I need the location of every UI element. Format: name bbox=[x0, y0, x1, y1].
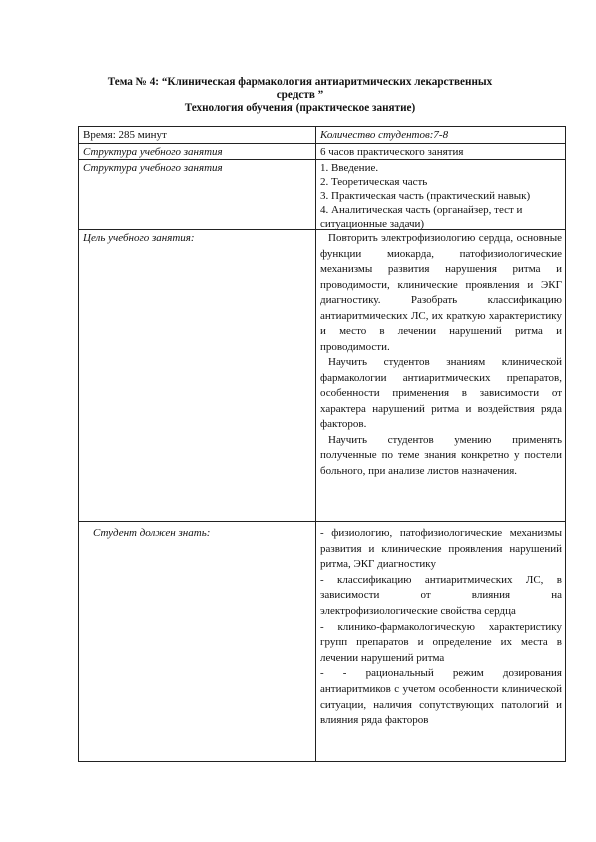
goal-paragraph: Научить студентов умению применять полученные по теме знания конкретно у постели больного, при анализе листов назначения. bbox=[320, 433, 562, 477]
title-line-2: средств ” bbox=[276, 89, 324, 101]
goal-paragraph: Повторить электрофизиологию сердца, основные функции миокарда, патофизиологические механизмы развития нарушения ритма и проводимости, клинические проявления и ЭКГ диагностику. Разобрать классификацию антиаритмических ЛС, их краткую характеристику и место в лечении нарушений ритма и проводимости. bbox=[320, 232, 562, 353]
list-item: - физиологию, патофизиологические механизмы развития и клинические проявления нарушений ритма, ЭКГ диагностику bbox=[320, 527, 562, 571]
know-label: Студент должен знать: bbox=[93, 527, 211, 539]
goal-text bbox=[320, 231, 562, 479]
structure-list bbox=[320, 161, 562, 231]
goal-label: Цель учебного занятия: bbox=[83, 232, 195, 244]
list-item: 1. Введение. bbox=[320, 162, 379, 174]
list-item: 3. Практическая часть (практический навык) bbox=[320, 190, 531, 202]
list-item: ситуационные задачи) bbox=[320, 218, 425, 230]
know-list bbox=[320, 526, 562, 729]
structure-label-1: Структура учебного занятия bbox=[83, 146, 223, 158]
structure-label-2: Структура учебного занятия bbox=[83, 162, 223, 174]
list-item: - - рациональный режим дозирования антиаритмиков с учетом особенности клинической ситуации, наличия сопутствующих патологий и влияния ряда факторов bbox=[320, 667, 562, 727]
goal-paragraph: Научить студентов знаниям клинической фармакологии антиаритмических препаратов, особенности применения в зависимости от характера нарушений ритма и воздействия ряда факторов. bbox=[320, 356, 562, 430]
structure-value-1: 6 часов практического занятия bbox=[320, 146, 464, 158]
time-cell: Время: 285 минут bbox=[83, 129, 167, 141]
list-item: 4. Аналитическая часть (органайзер, тест и bbox=[320, 204, 523, 216]
title-line-1: Тема № 4: “Клиническая фармакология антиаритмических лекарственных bbox=[107, 76, 493, 88]
table-row bbox=[79, 127, 565, 143]
table-row bbox=[79, 521, 565, 764]
list-item: - классификацию антиаритмических ЛС, в зависимости от влияния на электрофизиологические свойства сердца bbox=[320, 573, 562, 617]
students-cell: Количество студентов:7-8 bbox=[320, 129, 449, 141]
table-row bbox=[79, 143, 565, 160]
lesson-table bbox=[78, 126, 566, 762]
list-item: - клинико-фармакологическую характеристику групп препаратов и определение их места в лечении нарушений ритма bbox=[320, 620, 562, 664]
subtitle: Технология обучения (практическое занятие) bbox=[184, 102, 416, 114]
list-item: 2. Теоретическая часть bbox=[320, 176, 428, 188]
table-row bbox=[79, 229, 565, 522]
document-title bbox=[70, 76, 530, 115]
